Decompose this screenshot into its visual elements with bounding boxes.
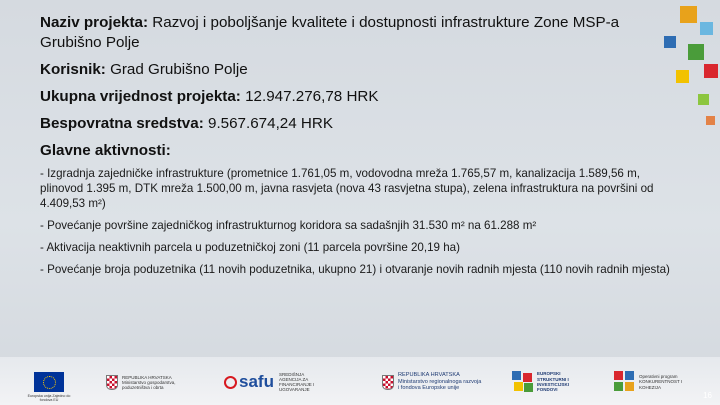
project-name-label: Naziv projekta:: [40, 14, 149, 31]
project-user: [40, 60, 670, 80]
mosaic-square: [688, 44, 704, 60]
safu-mark-icon: [224, 376, 237, 389]
safu-subtitle: SREDIŠNJA AGENCIJA ZA FINANCIRANJE I UGOVARANJE: [278, 372, 315, 392]
project-grant-value: 9.567.674,24 HRK: [208, 115, 333, 132]
regional-ministry-logo: [382, 365, 483, 399]
mosaic-square: [676, 70, 689, 83]
mosaic-square: [706, 116, 715, 125]
op-program-text: Operativni program KONKURENTNOST I KOHEZIJA: [639, 373, 683, 390]
op-program-logo: [614, 365, 687, 399]
croatian-coat-of-arms-icon: [106, 375, 118, 390]
op-program-icon: [614, 371, 636, 393]
project-user-value: Grad Grubišno Polje: [110, 61, 248, 78]
mosaic-square: [700, 22, 713, 35]
mosaic-square: [704, 64, 718, 78]
structural-funds-text: EUROPSKI STRUKTURNI I INVESTICIJSKI FONDOVI: [537, 371, 570, 393]
project-total-label: Ukupna vrijednost projekta:: [40, 88, 241, 105]
safu-logo: [224, 365, 327, 399]
safu-name: safu: [239, 372, 274, 391]
eu-caption: Europska unija Zajedno do fondova EU: [27, 394, 71, 402]
activity-item: - Povećanje broja poduzetnika (11 novih poduzetnika, ukupno 21) i otvaranje novih radnih mjesta (110 novih radnih mjesta): [40, 263, 670, 276]
eu-flag-icon: [27, 372, 71, 402]
project-name-value: Razvoj i poboljšanje kvalitete i dostupnosti infrastrukture Zone MSP-a Grubišno Polje: [40, 14, 620, 51]
hr-ministry-logo: [106, 365, 184, 399]
activity-item: - Izgradnja zajedničke infrastrukture (prometnice 1.761,05 m, vodovodna mreža 1.765,57 m, kanalizacija 1.589,56 m, plinovod 1.395 m, DTK mreža 1.500,00 m, javna rasvjeta (nova 43 rasvjetna stupa), zelena infrastruktura na površini od 4.409,53 m²): [40, 167, 654, 210]
page-number: 16: [703, 391, 712, 400]
structural-funds-logo: [512, 365, 589, 399]
eu-logo: [27, 365, 71, 402]
regional-ministry-text: REPUBLIKA HRVATSKA Ministarstvo regionalnoga razvoja i fondova Europske unije: [398, 372, 482, 392]
structural-funds-icon: [512, 371, 534, 393]
project-user-label: Korisnik:: [40, 61, 106, 78]
project-grant-label: Bespovratna sredstva:: [40, 115, 204, 132]
activity-item: - Aktivacija neaktivnih parcela u poduzetničkoj zoni (11 parcela površine 20,19 ha): [40, 241, 460, 254]
project-grant: [40, 114, 670, 134]
logo-bar: [0, 357, 720, 405]
project-total: [40, 87, 670, 107]
mosaic-square: [698, 94, 709, 105]
project-name: [40, 13, 670, 53]
activities-heading: Glavne aktivnosti:: [40, 142, 171, 159]
croatian-coat-of-arms-icon: [382, 375, 394, 390]
mosaic-square: [680, 6, 697, 23]
project-info: [40, 13, 670, 284]
activity-item: - Povećanje površine zajedničkog infrastrukturnog koridora sa sadašnjih 31.530 m² na 61.288 m²: [40, 219, 537, 232]
project-total-value: 12.947.276,78 HRK: [245, 88, 379, 105]
hr-ministry-text: REPUBLIKA HRVATSKA Ministarstvo gospodarstva, poduzetništva i obrta: [122, 374, 176, 390]
